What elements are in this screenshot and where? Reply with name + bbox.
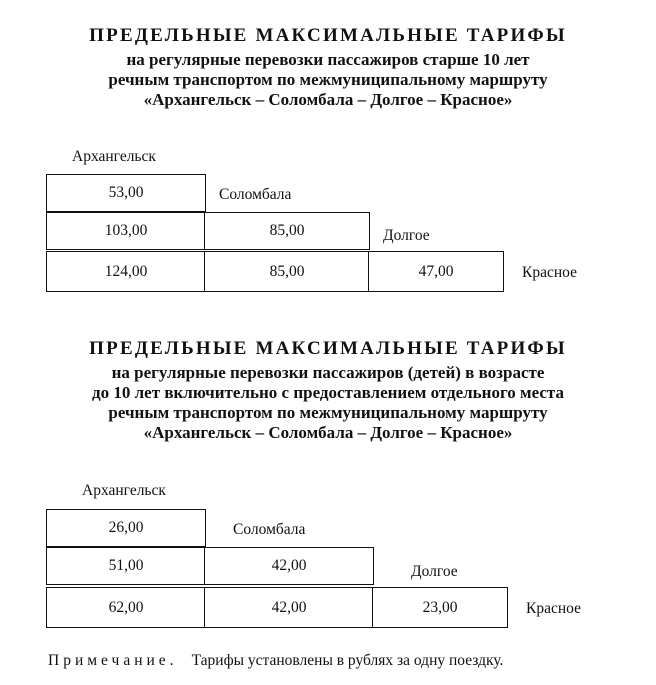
heading-line: на регулярные перевозки пассажиров старше 10 лет xyxy=(126,50,530,69)
fare-cell: 26,00 xyxy=(46,509,206,547)
heading-title: ПРЕДЕЛЬНЫЕ МАКСИМАЛЬНЫЕ ТАРИФЫ xyxy=(89,25,567,46)
heading-line: на регулярные перевозки пассажиров (детей) в возрасте xyxy=(111,363,545,382)
footnote-label: Примечание. xyxy=(48,652,178,669)
stop-label: Архангельск xyxy=(72,148,156,165)
fare-cell: 47,00 xyxy=(368,251,504,292)
heading-line: речным транспортом по межмуниципальному маршруту xyxy=(108,403,548,422)
heading-title: ПРЕДЕЛЬНЫЕ МАКСИМАЛЬНЫЕ ТАРИФЫ xyxy=(89,338,567,359)
stop-label: Долгое xyxy=(411,563,458,580)
fare-cell: 85,00 xyxy=(204,212,370,250)
heading-line: «Архангельск – Соломбала – Долгое – Красное» xyxy=(143,423,513,442)
footnote-text: Тарифы установлены в рублях за одну поездку. xyxy=(191,652,504,669)
fare-cell: 103,00 xyxy=(46,212,206,250)
fare-cell: 42,00 xyxy=(204,547,374,585)
tariff-heading-children xyxy=(0,339,656,441)
stop-label: Соломбала xyxy=(219,186,292,203)
fare-cell: 23,00 xyxy=(372,587,508,628)
fare-cell: 62,00 xyxy=(46,587,206,628)
heading-line: речным транспортом по межмуниципальному маршруту xyxy=(108,70,548,89)
fare-cell: 51,00 xyxy=(46,547,206,585)
heading-line: «Архангельск – Соломбала – Долгое – Красное» xyxy=(143,90,513,109)
fare-cell: 53,00 xyxy=(46,174,206,212)
fare-cell: 42,00 xyxy=(204,587,374,628)
tariff-heading-adults xyxy=(0,26,656,108)
stop-label: Архангельск xyxy=(82,482,166,499)
fare-cell: 85,00 xyxy=(204,251,370,292)
footnote xyxy=(48,652,503,670)
stop-label: Красное xyxy=(522,264,577,281)
stop-label: Долгое xyxy=(383,227,430,244)
stop-label: Соломбала xyxy=(233,521,306,538)
fare-cell: 124,00 xyxy=(46,251,206,292)
stop-label: Красное xyxy=(526,600,581,617)
heading-line: до 10 лет включительно с предоставлением отдельного места xyxy=(92,383,564,402)
